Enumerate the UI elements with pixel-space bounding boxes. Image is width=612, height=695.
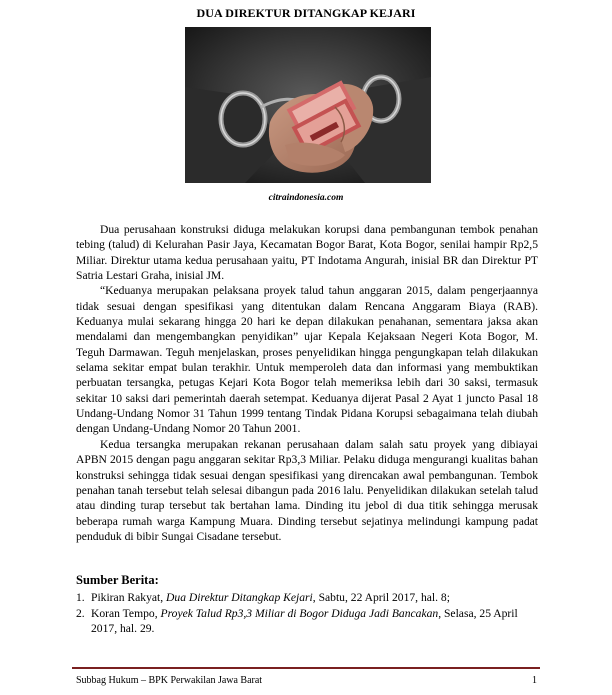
article-title: DUA DIREKTUR DITANGKAP KEJARI bbox=[196, 6, 416, 20]
article-photo bbox=[185, 27, 431, 183]
source-number: 1. bbox=[76, 591, 85, 604]
sources-list bbox=[76, 590, 538, 637]
photo-caption: citraindonesia.com bbox=[268, 193, 344, 203]
source-item bbox=[76, 606, 538, 637]
page-number: 1 bbox=[532, 675, 537, 686]
source-details: , Sabtu, 22 April 2017, hal. 8; bbox=[312, 591, 450, 604]
paragraph: “Keduanya merupakan pelaksana proyek talud tahun anggaran 2015, dalam pengerjaannya tidak sesuai dengan spesifikasi yang ditentukan dalam Rencana Anggaram Biaya (RAB). Keduanya mulai sekarang hingga 20 hari ke depan dilakukan penahanan, sementara jaksa akan mendalami dan mengembangkan penyidikan” ujar Kepala Kejaksaan Negeri Kota Bogor, M. Teguh Darmawan. Teguh menjelaskan, proses penyelidikan hingga pengungkapan telah dilakukan selama sekitar empat bulan terakhir. Untuk memperoleh data dan informasi yang membuktikan perbuatan tersangka, petugas Kejari Kota Bogor telah memeriksa lebih dari 30 saksi, termasuk sekitar 10 saksi dari pemerintah daerah setempat. Keduanya dijerat Pasal 2 Ayat 1 juncto Pasal 18 Undang-Undang Nomor 31 Tahun 1999 tentang Tindak Pidana Korupsi sebagaimana telah diubah dengan Undang-Undang Nomor 20 Tahun 2001. bbox=[76, 284, 538, 436]
footer-text: Subbag Hukum – BPK Perwakilan Jawa Barat bbox=[76, 675, 263, 686]
source-publisher: Koran Tempo, bbox=[91, 606, 161, 620]
source-publisher: Pikiran Rakyat, bbox=[91, 591, 167, 604]
footer-rule bbox=[72, 667, 540, 669]
paragraph: Dua perusahaan konstruksi diduga melakukan korupsi dana pembangunan tembok penahan tebing (talud) di Kelurahan Pasir Jaya, Kecamatan Bogor Barat, Kota Bogor, senilai hampir Rp2,5 Miliar. Direktur utama kedua perusahaan yaitu, PT Indotama Angurah, inisial BR dan Direktur PT Satria Lestari Graha, inisial JM. bbox=[76, 223, 538, 283]
source-details: , Selasa, 25 April 2017, hal. 29. bbox=[91, 606, 518, 635]
source-article-title: Proyek Talud Rp3,3 Miliar di Bogor Diduga Jadi Bancakan bbox=[160, 606, 439, 620]
source-number: 2. bbox=[76, 606, 85, 620]
article-body bbox=[76, 222, 538, 544]
paragraph: Kedua tersangka merupakan rekanan perusahaan dalam salah satu proyek yang dibiayai APBN 2015 dengan pagu anggaran sekitar Rp3,3 Miliar. Pelaku diduga mengurangi kualitas bahan konstruksi sehingga tidak sesuai dengan spesifikasi yang direncakan awal pembangunan. Tembok penahan tanah tersebut telah selesai dibangun pada 2016 lalu. Penyelidikan dilakukan setelah talud atau dinding turap tersebut tak bertahan lama. Dinding itu jebol di dua titik sehingga merusak beberapa rumah warga Kampung Muara. Dinding tersebut sejatinya melindungi kampung padat penduduk di bibir Sungai Cisadane tersebut. bbox=[76, 437, 538, 543]
source-article-title: Dua Direktur Ditangkap Kejari bbox=[166, 591, 313, 604]
sources-heading: Sumber Berita: bbox=[76, 573, 159, 587]
source-item bbox=[76, 590, 538, 606]
